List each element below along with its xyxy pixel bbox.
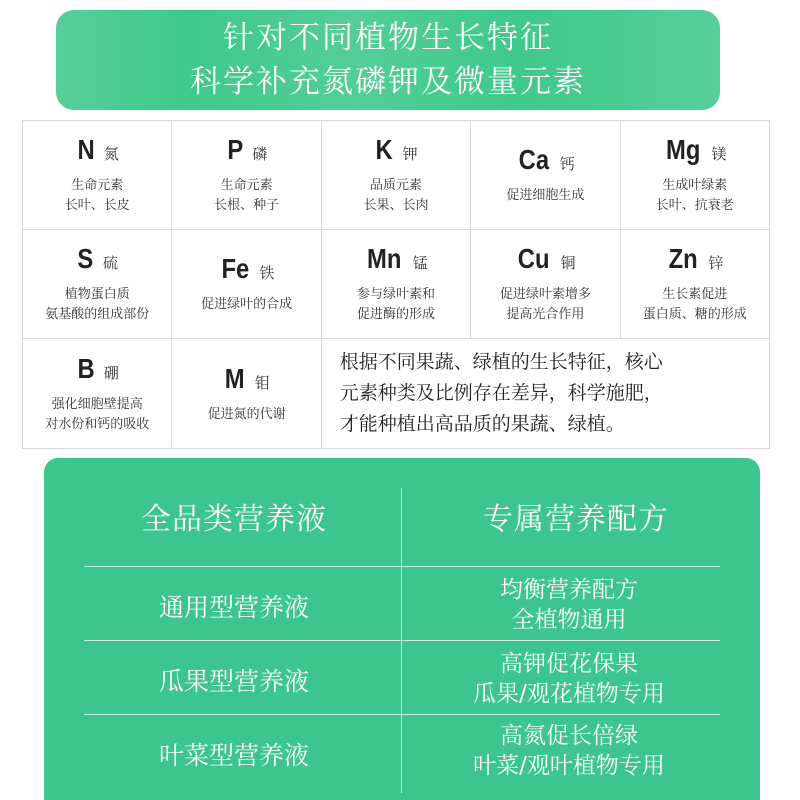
element-cell-cu [471, 230, 620, 339]
element-desc: 促进绿叶的合成 [201, 297, 293, 312]
formula-usage: 叶菜/观叶植物专用 [473, 753, 665, 779]
panel-header-left: 全品类营养液 [141, 502, 327, 537]
element-desc: 参与绿叶素和 促进酶的形成 [356, 287, 435, 322]
element-cell-m [172, 339, 321, 449]
panel-header-right: 专属营养配方 [483, 502, 669, 537]
row-divider [84, 714, 720, 715]
element-symbol: Zn [668, 243, 698, 274]
fertilizer-note: 根据不同果蔬、绿植的生长特征，核心 元素种类及比例存在差异，科学施肥， 才能种植出高品质的果蔬、绿植。 [321, 339, 769, 449]
element-desc: 生命元素 长叶、长皮 [64, 178, 130, 213]
element-symbol: S [77, 243, 94, 274]
element-desc: 生命元素 长根、种子 [214, 178, 280, 213]
product-name: 通用型营养液 [158, 593, 309, 622]
element-name: 铜 [560, 254, 576, 272]
element-symbol: Cu [517, 243, 550, 274]
element-desc: 生长素促进 蛋白质、糖的形成 [642, 287, 747, 322]
element-name: 镁 [711, 145, 727, 163]
element-symbol: Fe [221, 253, 249, 284]
element-cell-n [23, 121, 172, 230]
product-formula [419, 649, 719, 709]
element-name: 锌 [708, 254, 724, 272]
formula-line: 高氮促长倍绿 [500, 723, 638, 749]
element-cell-k [321, 121, 470, 230]
formula-usage: 全植物通用 [511, 607, 627, 633]
element-name: 硫 [103, 254, 119, 272]
element-name: 钙 [559, 155, 575, 173]
element-desc: 品质元素 长果、长肉 [363, 178, 429, 213]
row-divider [84, 566, 720, 567]
title-banner [56, 10, 720, 110]
banner-title-line2: 科学补充氮磷钾及微量元素 [190, 64, 586, 100]
element-name: 钾 [402, 145, 418, 163]
element-desc: 强化细胞壁提高 对水份和钙的吸收 [45, 396, 150, 432]
element-cell-ca [471, 121, 620, 230]
element-cell-zn [620, 230, 769, 339]
element-cell-fe [172, 230, 321, 339]
product-name: 瓜果型营养液 [158, 667, 309, 696]
row-divider [84, 640, 720, 641]
element-desc: 促进氮的代谢 [207, 406, 286, 422]
element-symbol: Mg [666, 134, 701, 165]
element-symbol: K [375, 134, 394, 165]
element-grid [22, 120, 770, 449]
element-cell-s [23, 230, 172, 339]
element-symbol: Mn [367, 243, 402, 274]
element-name: 硼 [103, 363, 119, 382]
element-cell-mn [321, 230, 470, 339]
element-symbol: Ca [518, 144, 550, 175]
element-name: 铁 [259, 264, 275, 282]
product-name: 叶菜型营养液 [158, 741, 309, 770]
element-symbol: M [225, 362, 245, 394]
element-desc: 生成叶绿素 长叶、抗衰老 [655, 178, 734, 213]
element-desc: 促进绿叶素增多 提高光合作用 [499, 287, 591, 322]
product-formula [419, 721, 719, 781]
element-name: 氮 [103, 145, 119, 163]
formula-line: 高钾促花保果 [500, 651, 638, 677]
product-formula [419, 575, 719, 635]
element-symbol: N [77, 134, 95, 165]
element-cell-b [23, 339, 172, 449]
banner-title-line1: 针对不同植物生长特征 [223, 20, 553, 56]
element-symbol: P [227, 134, 244, 165]
formula-line: 均衡营养配方 [500, 577, 638, 603]
element-desc: 促进细胞生成 [506, 188, 585, 203]
element-name: 磷 [252, 145, 268, 163]
element-cell-mg [620, 121, 769, 230]
nutrient-solution-panel [44, 458, 760, 800]
element-name: 锰 [412, 254, 428, 272]
element-desc: 植物蛋白质 氨基酸的组成部份 [45, 287, 150, 322]
element-name: 钼 [254, 373, 270, 392]
formula-usage: 瓜果/观花植物专用 [473, 681, 665, 707]
element-symbol: B [77, 352, 95, 384]
element-cell-p [172, 121, 321, 230]
